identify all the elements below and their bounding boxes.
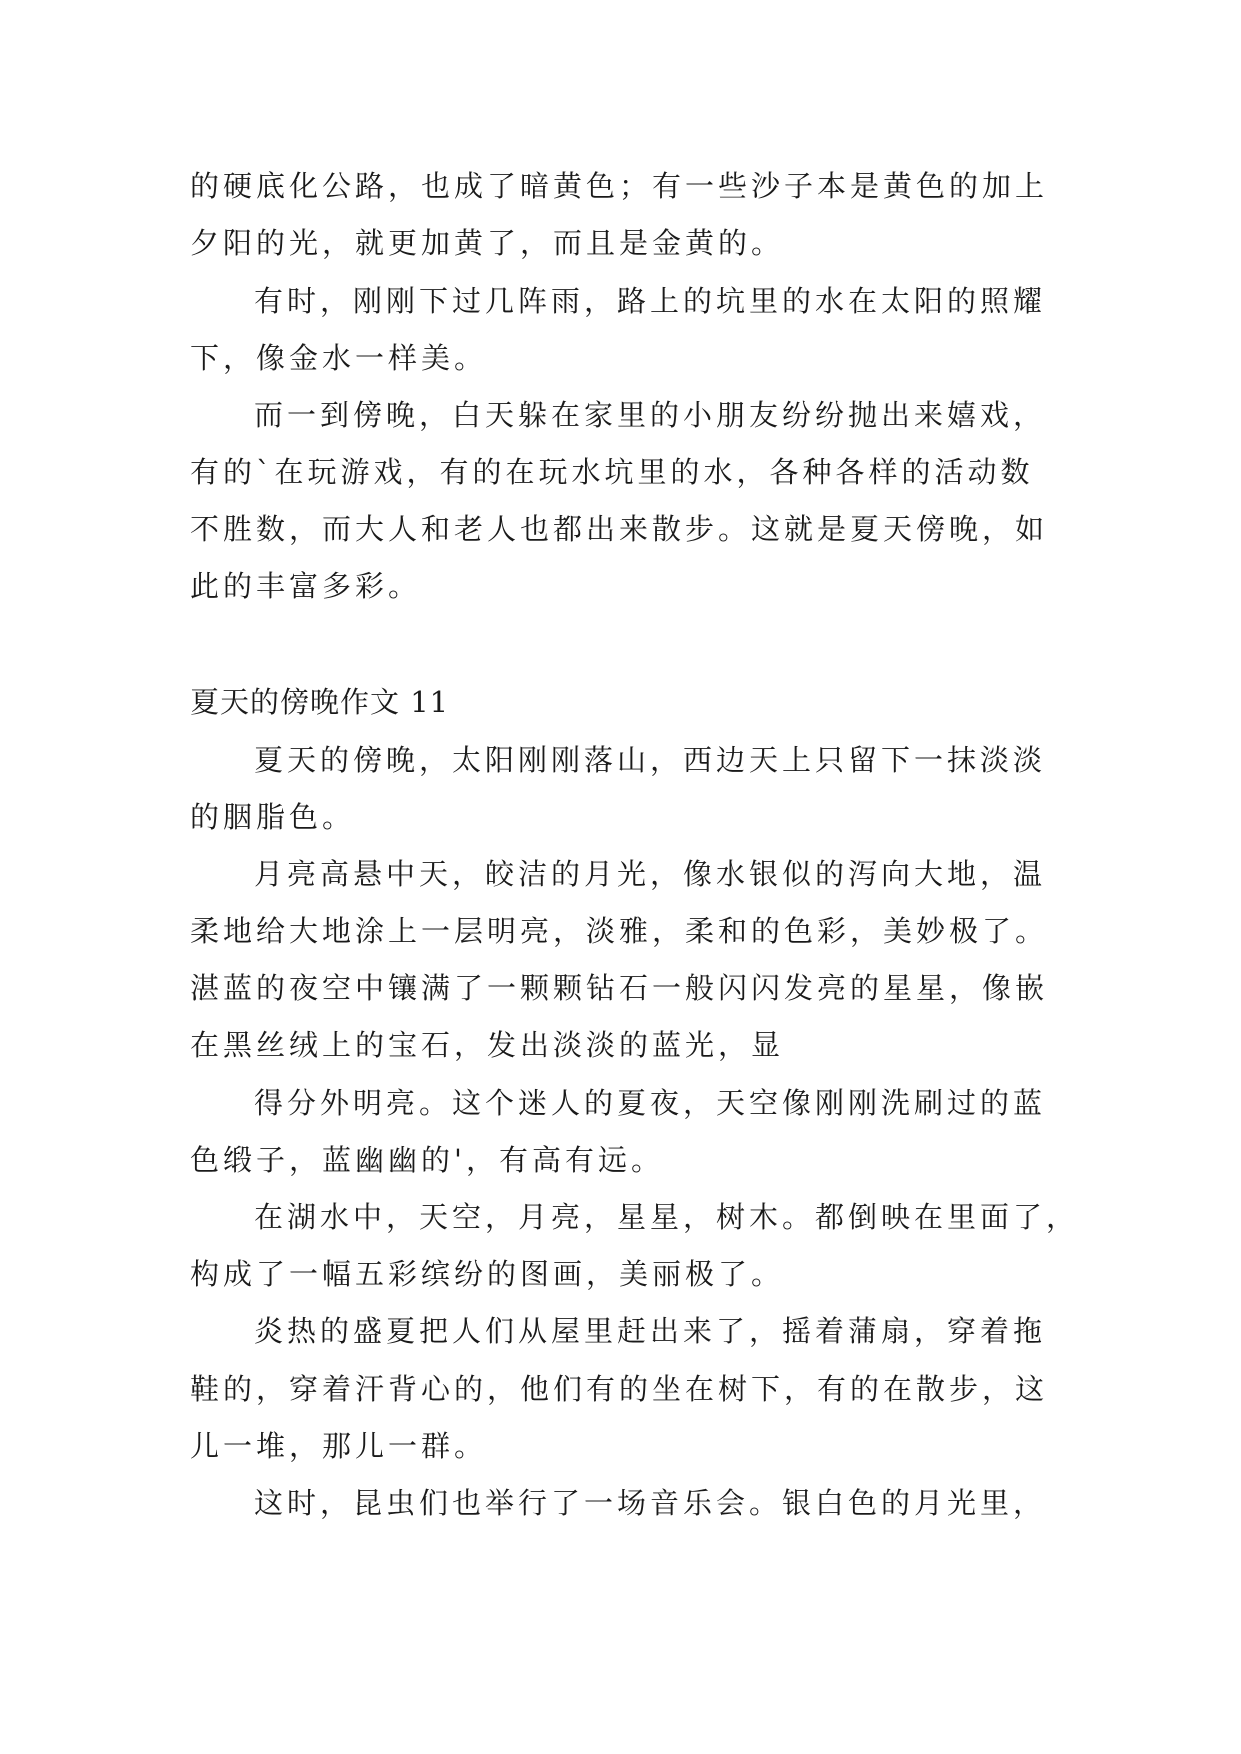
text-line: 在黑丝绒上的宝石，发出淡淡的蓝光，显: [190, 1028, 785, 1062]
paragraph-start-line: 月亮高悬中天，皎洁的月光，像水银似的泻向大地，温: [254, 857, 1047, 891]
paragraph-start-line: 在湖水中，天空，月亮，星星，树木。都倒映在里面了，: [254, 1200, 1080, 1234]
section-title: 夏天的傍晚作文 11: [190, 685, 450, 719]
paragraph-start-line: 这时，昆虫们也举行了一场音乐会。银白色的月光里，: [254, 1486, 1047, 1520]
text-line: 下，像金水一样美。: [190, 341, 488, 375]
text-line: 此的丰富多彩。: [190, 569, 422, 603]
paragraph-start-line: 夏天的傍晚，太阳刚刚落山，西边天上只留下一抹淡淡: [254, 743, 1047, 777]
text-line: 的胭脂色。: [190, 800, 356, 834]
text-line: 儿一堆，那儿一群。: [190, 1429, 488, 1463]
paragraph-start-line: 炎热的盛夏把人们从屋里赶出来了，摇着蒲扇，穿着拖: [254, 1314, 1047, 1348]
text-line: 色缎子，蓝幽幽的'，有高有远。: [190, 1143, 664, 1177]
text-line: 有的`在玩游戏，有的在玩水坑里的水，各种各样的活动数: [190, 455, 1034, 489]
text-line: 夕阳的光，就更加黄了，而且是金黄的。: [190, 226, 785, 260]
paragraph-start-line: 而一到傍晚，白天躲在家里的小朋友纷纷抛出来嬉戏，: [254, 398, 1047, 432]
text-line: 湛蓝的夜空中镶满了一颗颗钻石一般闪闪发亮的星星，像嵌: [190, 971, 1049, 1005]
text-line: 鞋的，穿着汗背心的，他们有的坐在树下，有的在散步，这: [190, 1372, 1049, 1406]
paragraph-start-line: 得分外明亮。这个迷人的夏夜，天空像刚刚洗刷过的蓝: [254, 1086, 1047, 1120]
paragraph-start-line: 有时，刚刚下过几阵雨，路上的坑里的水在太阳的照耀: [254, 284, 1047, 318]
text-line: 的硬底化公路，也成了暗黄色；有一些沙子本是黄色的加上: [190, 169, 1049, 203]
text-line: 不胜数，而大人和老人也都出来散步。这就是夏天傍晚，如: [190, 512, 1049, 546]
text-line: 柔地给大地涂上一层明亮，淡雅，柔和的色彩，美妙极了。: [190, 914, 1049, 948]
text-line: 构成了一幅五彩缤纷的图画，美丽极了。: [190, 1257, 785, 1291]
